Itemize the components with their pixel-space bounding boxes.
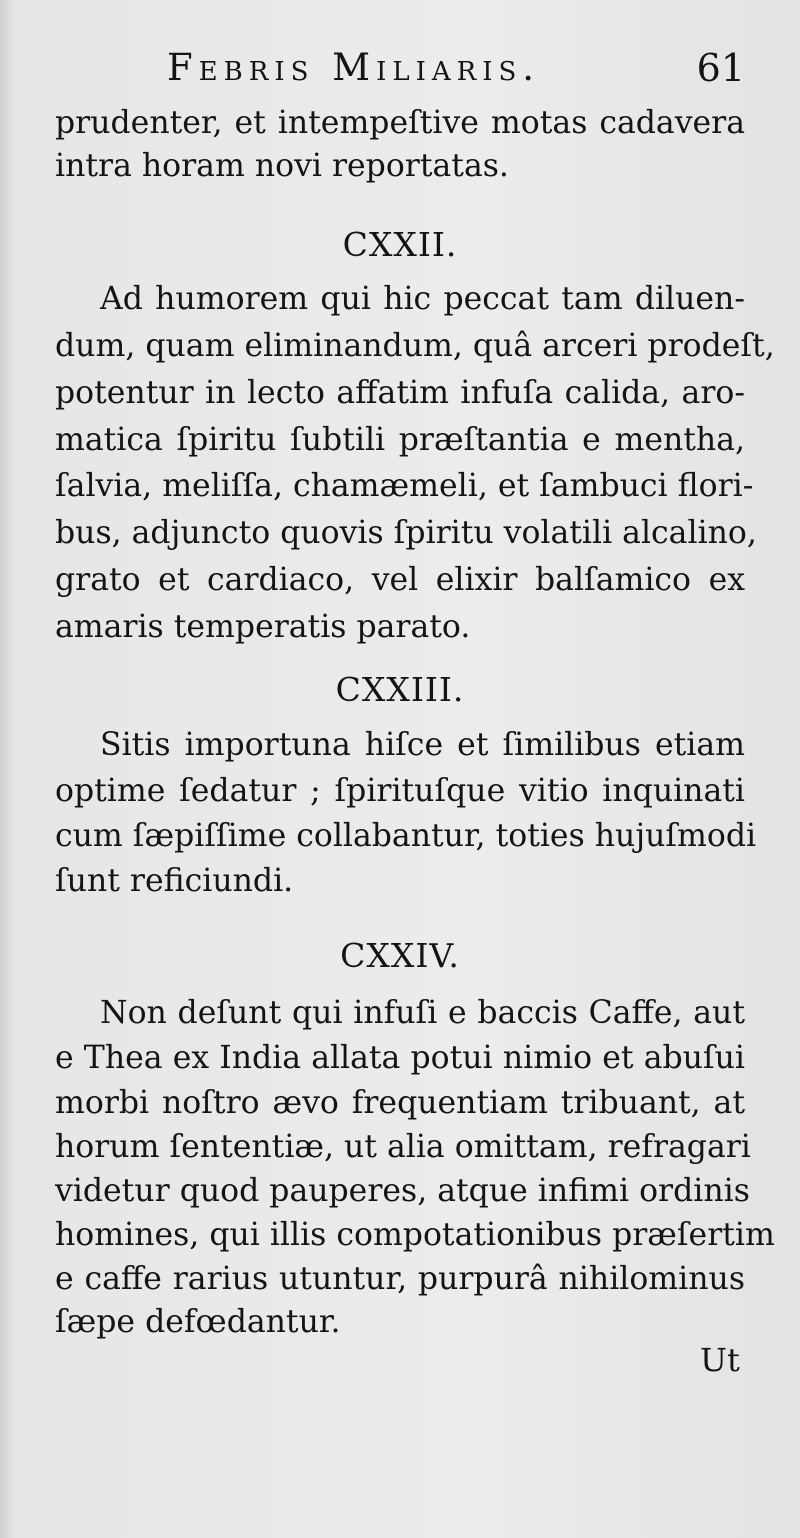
text-line: dum, quam eliminandum, quâ arceri prodeſt,	[55, 328, 775, 364]
text-line: ſunt reficiundi.	[55, 863, 294, 899]
text-line: e caffe rarius utuntur, purpurâ nihilominus	[55, 1261, 745, 1297]
section-heading: CXXIV.	[340, 936, 460, 975]
text-line: Non deſunt qui infuſi e baccis Caffe, aut	[100, 995, 745, 1031]
text-line: videtur quod pauperes, atque infimi ordinis	[55, 1173, 750, 1209]
text-line: Ad humorem qui hic peccat tam diluen-	[100, 281, 745, 317]
text-line: cum ſæpiſſime collabantur, toties hujuſmodi	[55, 818, 757, 854]
section-heading: CXXII.	[342, 225, 458, 264]
text-line: intra horam novi reportatas.	[55, 148, 509, 184]
section-heading: CXXIII.	[335, 670, 465, 709]
text-line: ſalvia, meliſſa, chamæmeli, et ſambuci flori-	[55, 468, 754, 504]
text-line: ſæpe defœdantur.	[55, 1304, 341, 1340]
text-line: e Thea ex India allata potui nimio et abuſui	[55, 1040, 745, 1076]
text-line: bus, adjuncto quovis ſpiritu volatili alcalino,	[55, 515, 757, 551]
text-line: amaris temperatis parato.	[55, 609, 471, 645]
text-line: prudenter, et intempeſtive motas cadavera	[55, 105, 745, 141]
text-line: potentur in lecto affatim infuſa calida, aro-	[55, 375, 745, 411]
text-line: morbi noſtro ævo frequentiam tribuant, at	[55, 1085, 745, 1121]
text-line: matica ſpiritu ſubtili præſtantia e mentha,	[55, 422, 745, 458]
text-line: optime ſedatur ; ſpirituſque vitio inquinati	[55, 773, 745, 809]
catchword: Ut	[700, 1341, 740, 1379]
text-line: grato et cardiaco, vel elixir balſamico ex	[55, 562, 745, 598]
text-line: Sitis importuna hiſce et ſimilibus etiam	[100, 727, 745, 763]
text-line: homines, qui illis compotationibus præſertim	[55, 1217, 775, 1253]
text-line: horum ſententiæ, ut alia omittam, refragari	[55, 1129, 751, 1165]
page-number: 61	[696, 46, 745, 90]
running-title: Febris Miliaris.	[167, 46, 541, 89]
running-head	[55, 40, 745, 96]
